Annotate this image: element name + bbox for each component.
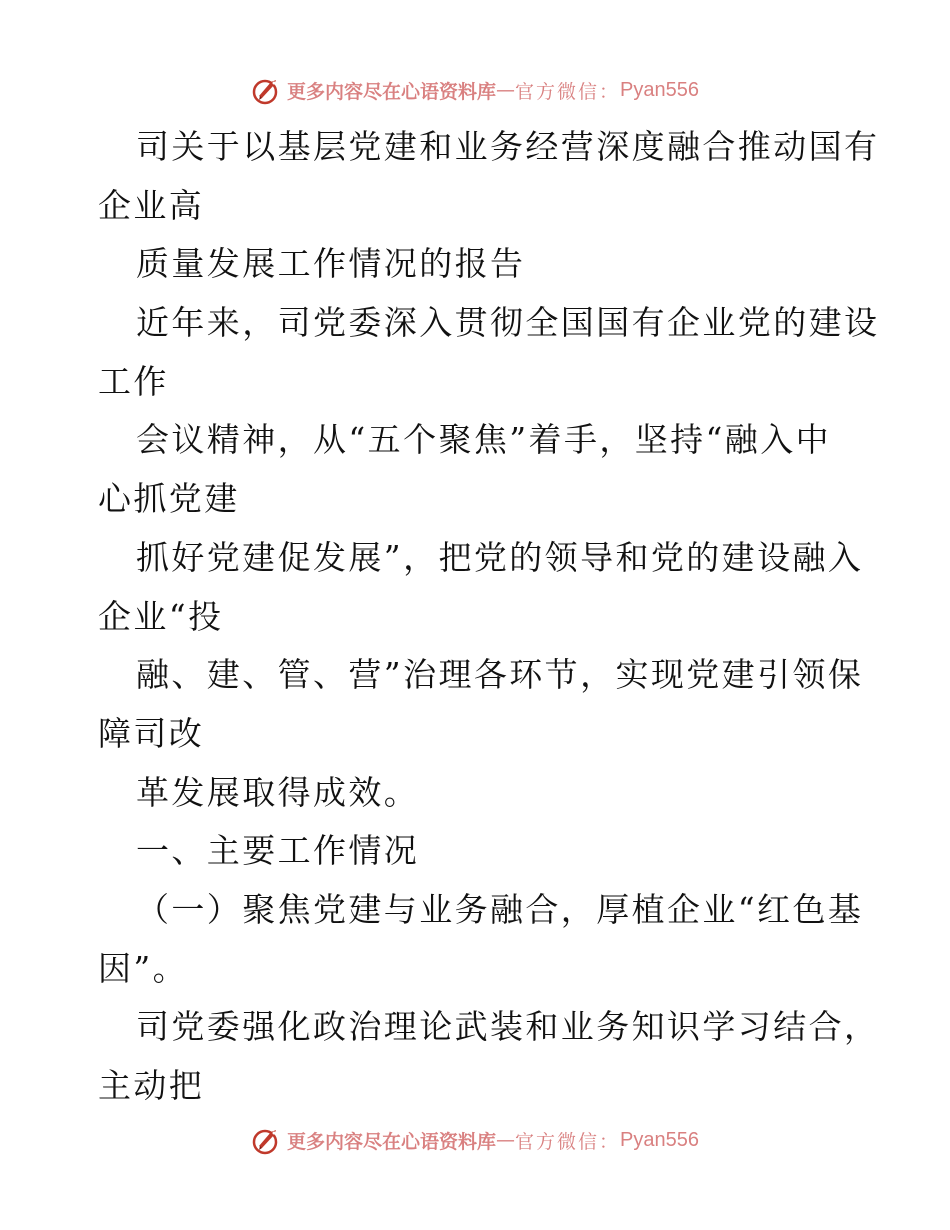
document-line: 障司改 <box>98 713 205 753</box>
document-line: 企业“投 <box>98 596 224 636</box>
document-line: 司关于以基层党建和业务经营深度融合推动国有 <box>136 127 880 166</box>
watermark-dash: — <box>496 1129 516 1151</box>
document-line: 司党委强化政治理论武装和业务知识学习结合， <box>136 1007 880 1047</box>
document-line: 心抓党建 <box>98 479 240 519</box>
document-line: 工作 <box>98 361 169 401</box>
watermark-wechat-id: Pyan556 <box>620 78 699 101</box>
document-line: 质量发展工作情况的报告 <box>136 244 526 284</box>
watermark-dash: — <box>496 79 516 101</box>
document-line: 融、建、管、营”治理各环节，实现党建引领保 <box>136 655 864 695</box>
watermark-site-text: 更多内容尽在心语资料库 <box>287 80 497 103</box>
document-line: 革发展取得成效。 <box>136 772 420 812</box>
document-line: 抓好党建促发展”，把党的领导和党的建设融入 <box>136 537 864 577</box>
pen-logo-icon <box>251 74 283 106</box>
document-line: （一）聚焦党建与业务融合，厚植企业“红色基 <box>136 889 864 929</box>
document-line: 一、主要工作情况 <box>136 831 420 871</box>
document-line: 近年来，司党委深入贯彻全国国有企业党的建设 <box>136 303 880 343</box>
header-watermark <box>0 70 950 110</box>
watermark-content <box>251 74 699 106</box>
pen-logo-icon <box>251 1124 283 1156</box>
document-line: 会议精神，从“五个聚焦”着手，坚持“融入中 <box>136 420 832 460</box>
watermark-site-text: 更多内容尽在心语资料库 <box>287 1130 497 1153</box>
watermark-content <box>251 1124 699 1156</box>
watermark-official-text: 官方微信： <box>515 80 621 103</box>
watermark-official-text: 官方微信： <box>515 1130 621 1153</box>
document-line: 企业高 <box>98 185 205 225</box>
footer-watermark <box>0 1120 950 1160</box>
document-line: 因”。 <box>98 948 189 988</box>
watermark-wechat-id: Pyan556 <box>620 1128 699 1151</box>
document-body <box>98 118 880 1116</box>
document-line: 主动把 <box>98 1066 205 1105</box>
